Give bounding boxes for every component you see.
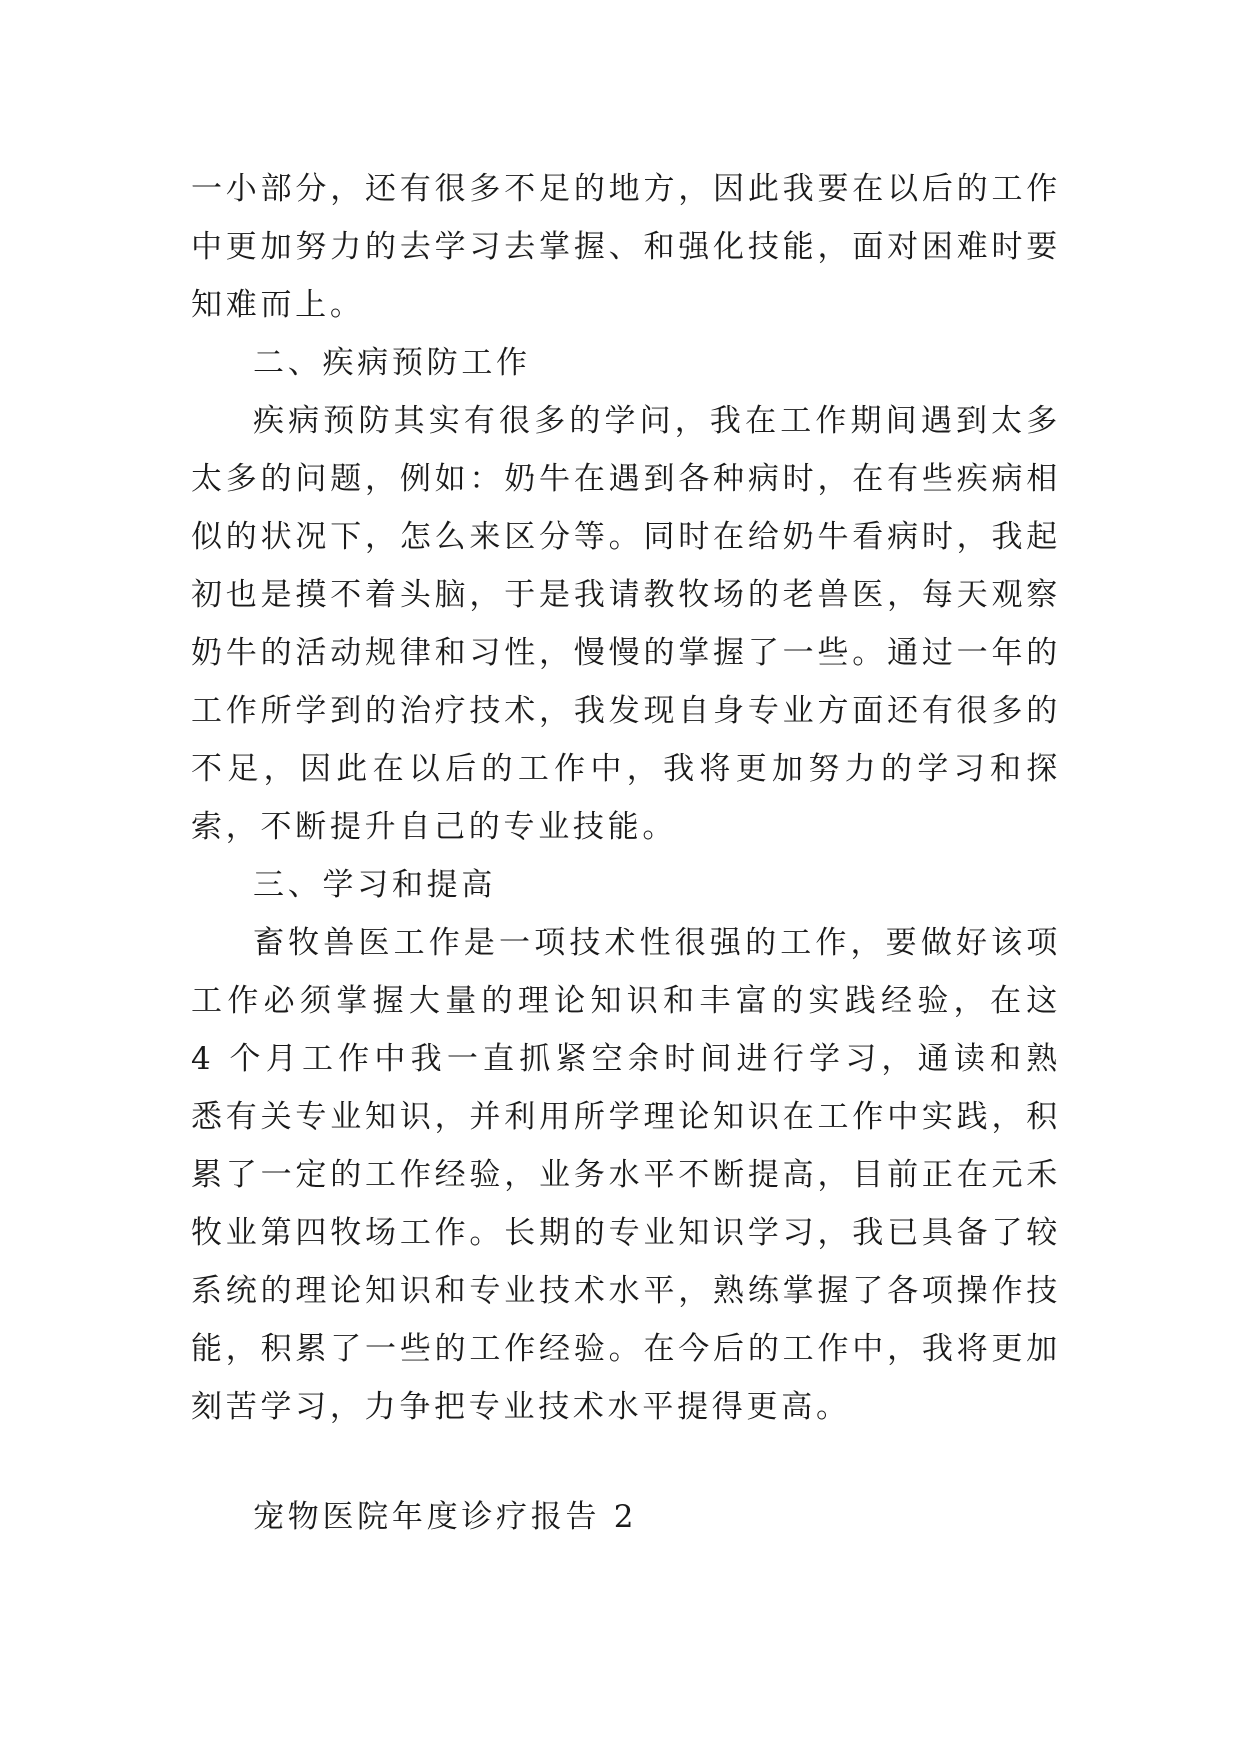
paragraph-continuation: 一小部分，还有很多不足的地方，因此我要在以后的工作中更加努力的去学习去掌握、和强化技能，面对困难时要知难而上。	[191, 171, 1061, 323]
paragraph-study-improvement: 畜牧兽医工作是一项技术性很强的工作，要做好该项工作必须掌握大量的理论知识和丰富的实践经验，在这 4 个月工作中我一直抓紧空余时间进行学习，通读和熟悉有关专业知识，并利用所学理论知识在工作中实践，积累了一定的工作经验，业务水平不断提高，目前正在元禾牧业第四牧场工作。长期的专业知识学习，我已具备了较系统的理论知识和专业技术水平，熟练掌握了各项操作技能，积累了一些的工作经验。在今后的工作中，我将更加刻苦学习，力争把专业技术水平提得更高。	[191, 925, 1061, 1425]
heading-disease-prevention: 二、疾病预防工作	[253, 345, 531, 381]
paragraph-disease-prevention: 疾病预防其实有很多的学问，我在工作期间遇到太多太多的问题，例如：奶牛在遇到各种病时，在有些疾病相似的状况下，怎么来区分等。同时在给奶牛看病时，我起初也是摸不着头脑，于是我请教牧场的老兽医，每天观察奶牛的活动规律和习性，慢慢的掌握了一些。通过一年的工作所学到的治疗技术，我发现自身专业方面还有很多的不足，因此在以后的工作中，我将更加努力的学习和探索，不断提升自己的专业技能。	[191, 403, 1061, 845]
next-section-title: 宠物医院年度诊疗报告 2	[253, 1499, 638, 1535]
document-body	[191, 160, 1061, 1436]
heading-study-improvement: 三、学习和提高	[253, 867, 497, 903]
